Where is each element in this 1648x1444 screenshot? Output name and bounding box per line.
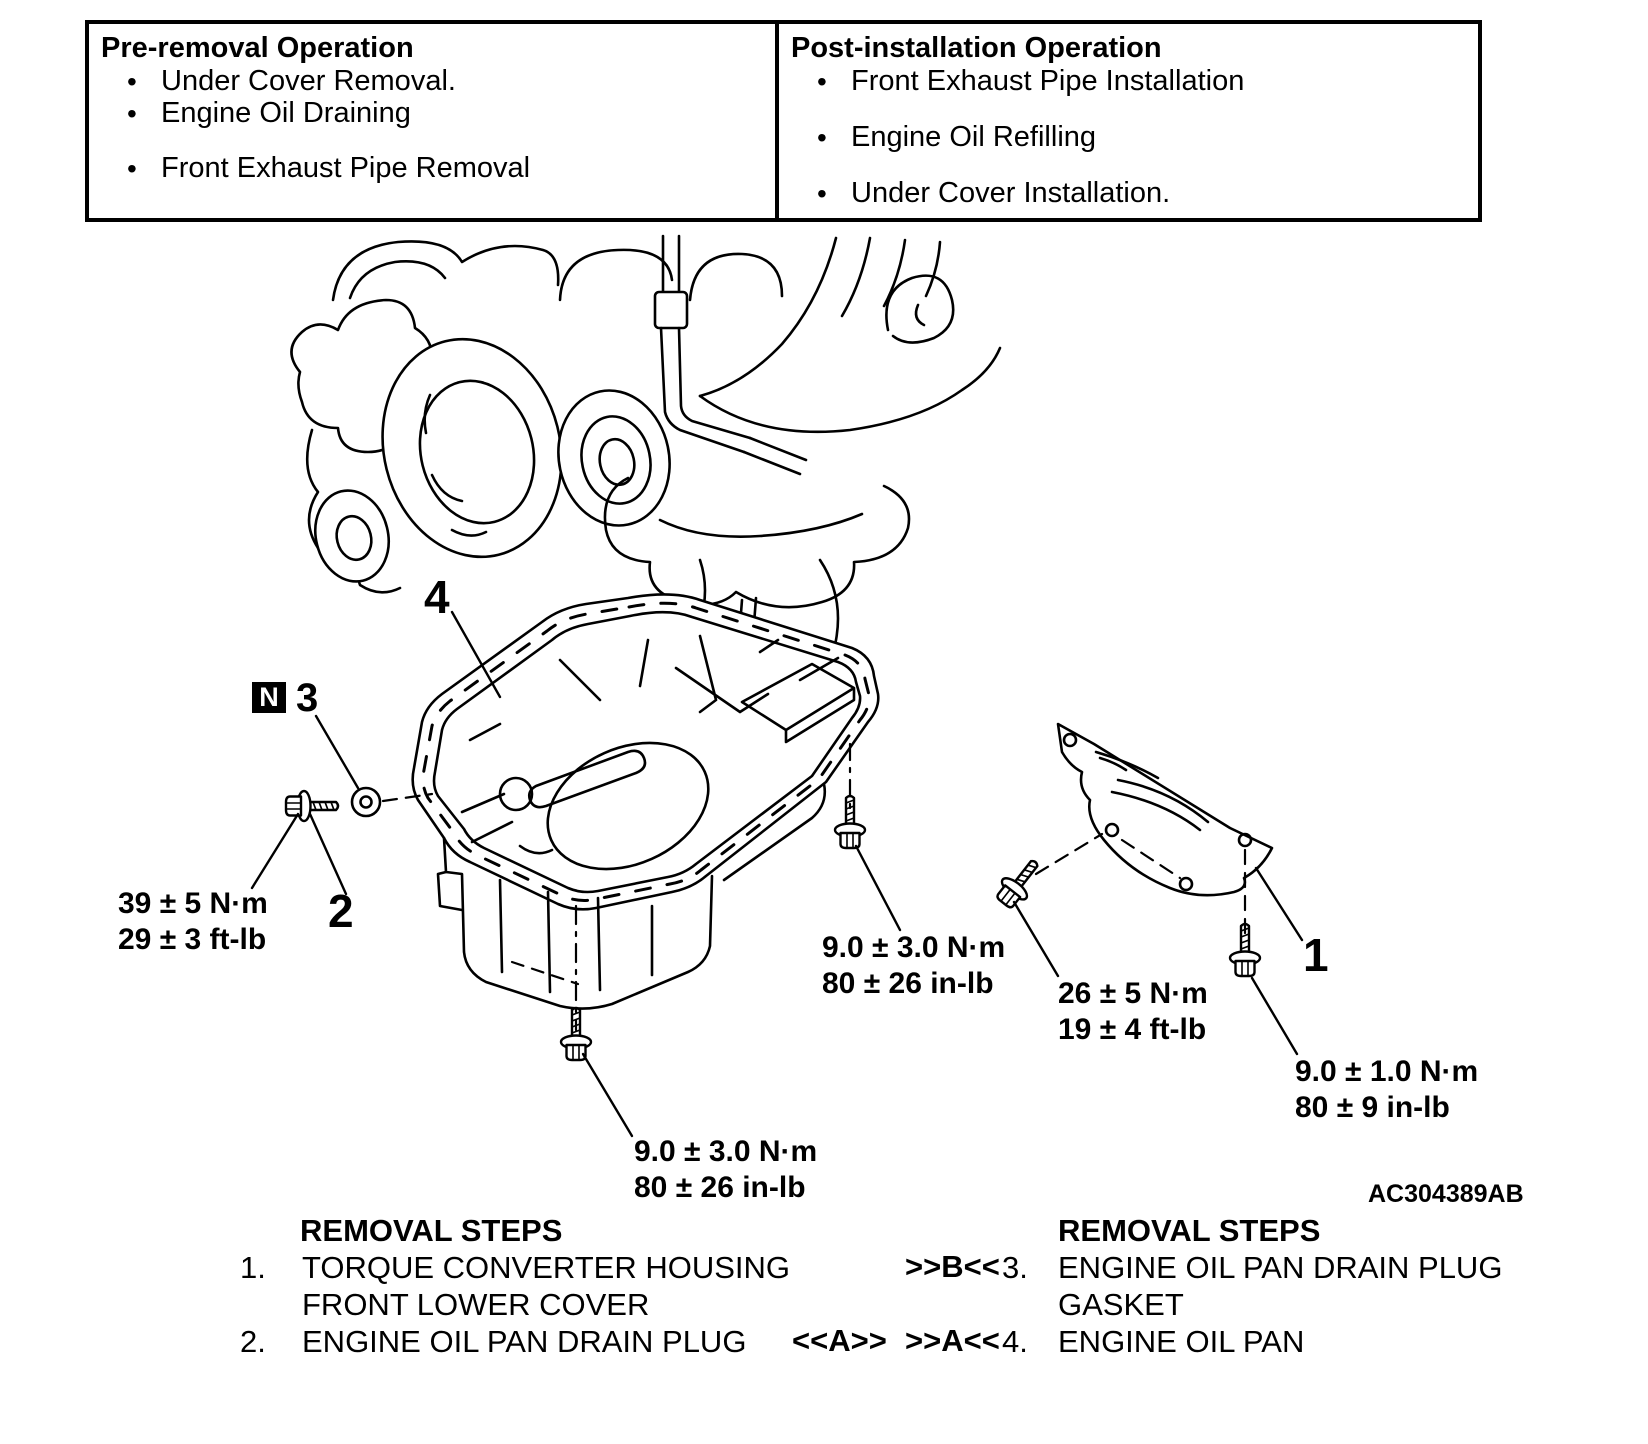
pan-bolt-bottom-art xyxy=(561,1008,591,1060)
install-marker-a: >>A<< xyxy=(905,1323,1000,1358)
install-marker-b: >>B<< xyxy=(905,1249,1000,1284)
torque-label-pan-bolt-bottom xyxy=(634,1134,817,1206)
list-item-label: Under Cover Removal. xyxy=(161,65,456,97)
note-n-badge: N xyxy=(252,682,286,713)
list-item-label: Engine Oil Draining xyxy=(161,97,411,129)
step-number: 4. xyxy=(1002,1324,1028,1359)
torque-label-pan-bolt-right xyxy=(822,930,1005,1002)
gasket-art xyxy=(352,788,380,816)
torque-label-cover-bolt-front xyxy=(1058,976,1208,1048)
torque-nm: 9.0 ± 3.0 N·m xyxy=(634,1135,818,1168)
callout-3-gasket: 3 xyxy=(296,676,319,720)
cover-bolt-front-art xyxy=(992,853,1048,912)
callout-4-oil-pan: 4 xyxy=(424,571,450,623)
torque-label-drain-plug xyxy=(118,886,268,958)
step-number: 2. xyxy=(240,1324,266,1359)
torque-ftlb: 19 ± 4 ft-lb xyxy=(1058,1013,1207,1046)
torque-inlb: 80 ± 26 in-lb xyxy=(634,1171,806,1204)
list-item-label: Engine Oil Refilling xyxy=(851,121,1097,153)
cover-art xyxy=(1058,724,1272,895)
post-installation-title: Post-installation Operation xyxy=(791,32,1162,64)
torque-nm: 26 ± 5 N·m xyxy=(1058,977,1208,1010)
list-item-label: Under Cover Installation. xyxy=(851,177,1171,209)
figure-code: AC304389AB xyxy=(1368,1180,1524,1208)
list-item-label: Front Exhaust Pipe Removal xyxy=(161,152,531,184)
torque-inlb: 80 ± 26 in-lb xyxy=(822,967,994,1000)
oil-pan-art xyxy=(413,594,879,1030)
step-text: GASKET xyxy=(1058,1287,1184,1322)
torque-nm: 9.0 ± 1.0 N·m xyxy=(1295,1055,1479,1088)
torque-ftlb: 29 ± 3 ft-lb xyxy=(118,923,267,956)
step-text: ENGINE OIL PAN DRAIN PLUG xyxy=(1058,1250,1503,1285)
step-text: ENGINE OIL PAN DRAIN PLUG xyxy=(302,1324,747,1359)
list-item-label: Front Exhaust Pipe Installation xyxy=(851,65,1245,97)
step-number: 1. xyxy=(240,1250,266,1285)
removal-steps-heading-left: REMOVAL STEPS xyxy=(300,1213,563,1248)
removal-steps-heading-right: REMOVAL STEPS xyxy=(1058,1213,1321,1248)
step-text: TORQUE CONVERTER HOUSING xyxy=(302,1250,791,1285)
torque-nm: 9.0 ± 3.0 N·m xyxy=(822,931,1006,964)
torque-label-cover-bolt-side xyxy=(1295,1054,1478,1126)
removal-marker-a: <<A>> xyxy=(792,1323,887,1358)
step-text: FRONT LOWER COVER xyxy=(302,1287,650,1322)
step-text: ENGINE OIL PAN xyxy=(1058,1324,1305,1359)
pre-removal-title: Pre-removal Operation xyxy=(101,32,414,64)
torque-inlb: 80 ± 9 in-lb xyxy=(1295,1091,1450,1124)
callout-1-cover: 1 xyxy=(1303,929,1329,981)
step-number: 3. xyxy=(1002,1250,1028,1285)
torque-nm: 39 ± 5 N·m xyxy=(118,887,268,920)
callout-2-drain-plug: 2 xyxy=(328,885,354,937)
